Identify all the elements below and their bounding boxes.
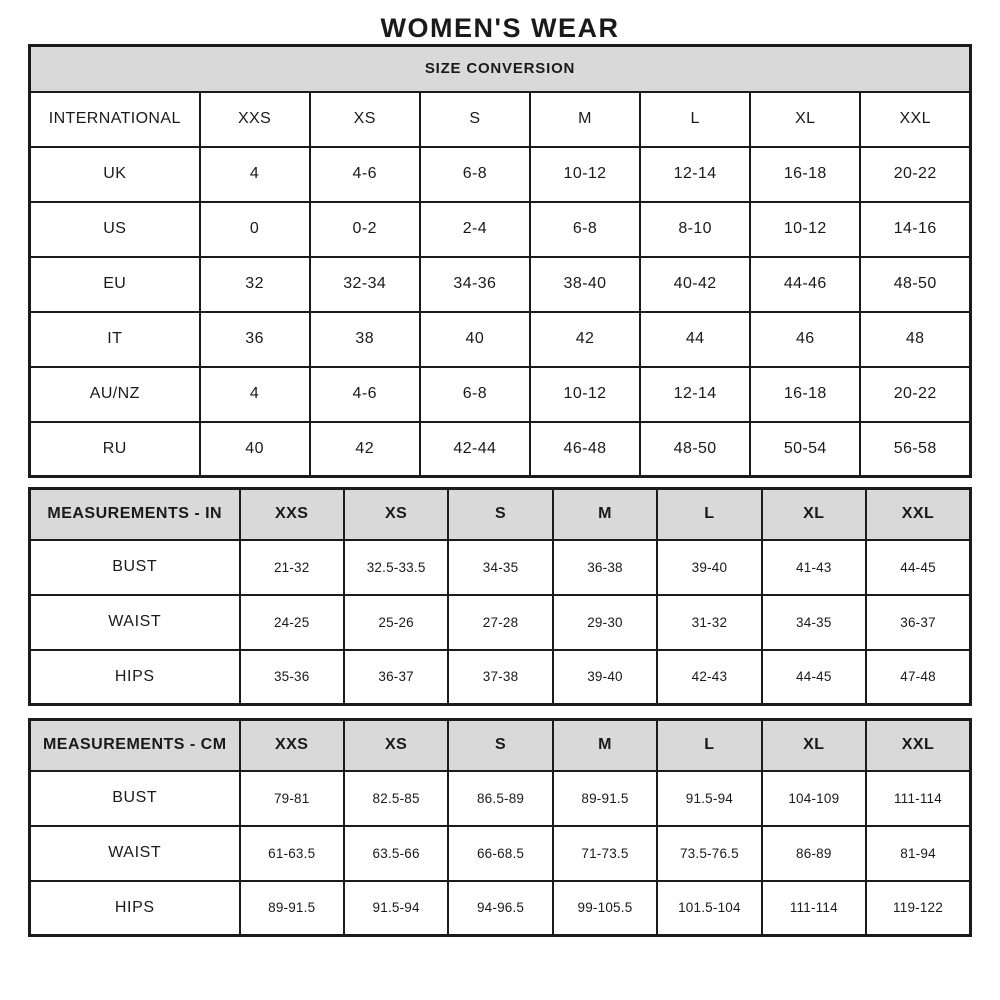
value-cell: 61-63.5	[240, 826, 344, 881]
value-cell: 41-43	[762, 540, 866, 595]
value-cell: 101.5-104	[657, 881, 761, 936]
value-cell: 37-38	[448, 650, 552, 705]
value-cell: 12-14	[640, 147, 750, 202]
size-header-cell: M	[530, 92, 640, 147]
size-header-cell: S	[448, 489, 552, 540]
value-cell: 31-32	[657, 595, 761, 650]
value-cell: 40-42	[640, 257, 750, 312]
value-cell: 6-8	[420, 147, 530, 202]
value-cell: 56-58	[860, 422, 970, 477]
value-cell: 4-6	[310, 147, 420, 202]
value-cell: 42	[530, 312, 640, 367]
value-cell: 10-12	[750, 202, 860, 257]
value-cell: 4-6	[310, 367, 420, 422]
value-cell: 81-94	[866, 826, 970, 881]
size-header-cell: M	[553, 489, 657, 540]
value-cell: 10-12	[530, 147, 640, 202]
value-cell: 89-91.5	[240, 881, 344, 936]
value-cell: 119-122	[866, 881, 970, 936]
value-cell: 42-43	[657, 650, 761, 705]
value-cell: 79-81	[240, 771, 344, 826]
value-cell: 82.5-85	[344, 771, 448, 826]
system-column-header-cell: INTERNATIONAL	[30, 92, 200, 147]
value-cell: 20-22	[860, 147, 970, 202]
row-label-cell: UK	[30, 147, 200, 202]
header-row	[30, 92, 971, 147]
value-cell: 44-45	[762, 650, 866, 705]
value-cell: 94-96.5	[448, 881, 552, 936]
value-cell: 35-36	[240, 650, 344, 705]
table-title-cell: MEASUREMENTS - CM	[30, 720, 240, 771]
value-cell: 16-18	[750, 367, 860, 422]
value-cell: 111-114	[866, 771, 970, 826]
value-cell: 20-22	[860, 367, 970, 422]
value-cell: 99-105.5	[553, 881, 657, 936]
row-label-cell: AU/NZ	[30, 367, 200, 422]
value-cell: 25-26	[344, 595, 448, 650]
value-cell: 48-50	[640, 422, 750, 477]
value-cell: 6-8	[420, 367, 530, 422]
value-cell: 48	[860, 312, 970, 367]
data-row	[30, 147, 971, 202]
data-row	[30, 202, 971, 257]
value-cell: 91.5-94	[344, 881, 448, 936]
row-label-cell: BUST	[30, 540, 240, 595]
size-header-cell: M	[553, 720, 657, 771]
value-cell: 71-73.5	[553, 826, 657, 881]
value-cell: 86.5-89	[448, 771, 552, 826]
value-cell: 73.5-76.5	[657, 826, 761, 881]
value-cell: 0-2	[310, 202, 420, 257]
value-cell: 40	[200, 422, 310, 477]
size-header-cell: XL	[762, 489, 866, 540]
value-cell: 34-35	[448, 540, 552, 595]
value-cell: 36	[200, 312, 310, 367]
measurements-cm-table	[28, 718, 972, 937]
size-header-cell: XXL	[866, 489, 970, 540]
value-cell: 36-37	[344, 650, 448, 705]
size-header-cell: XXS	[240, 720, 344, 771]
data-row	[30, 595, 971, 650]
value-cell: 44-46	[750, 257, 860, 312]
size-conversion-table	[28, 44, 972, 478]
value-cell: 36-38	[553, 540, 657, 595]
size-header-cell: XS	[344, 720, 448, 771]
value-cell: 63.5-66	[344, 826, 448, 881]
value-cell: 86-89	[762, 826, 866, 881]
data-row	[30, 881, 971, 936]
value-cell: 42-44	[420, 422, 530, 477]
size-header-cell: XXL	[860, 92, 970, 147]
size-header-cell: XXL	[866, 720, 970, 771]
page-title: WOMEN'S WEAR	[380, 13, 620, 43]
value-cell: 4	[200, 367, 310, 422]
data-row	[30, 540, 971, 595]
measurements-in-table	[28, 487, 972, 706]
value-cell: 14-16	[860, 202, 970, 257]
row-label-cell: EU	[30, 257, 200, 312]
value-cell: 111-114	[762, 881, 866, 936]
value-cell: 32	[200, 257, 310, 312]
value-cell: 39-40	[553, 650, 657, 705]
caption-row	[30, 46, 971, 92]
value-cell: 91.5-94	[657, 771, 761, 826]
header-row	[30, 489, 971, 540]
value-cell: 104-109	[762, 771, 866, 826]
row-label-cell: WAIST	[30, 595, 240, 650]
row-label-cell: HIPS	[30, 650, 240, 705]
row-label-cell: HIPS	[30, 881, 240, 936]
value-cell: 16-18	[750, 147, 860, 202]
row-label-cell: US	[30, 202, 200, 257]
row-label-cell: WAIST	[30, 826, 240, 881]
value-cell: 4	[200, 147, 310, 202]
value-cell: 44-45	[866, 540, 970, 595]
size-header-cell: L	[657, 720, 761, 771]
value-cell: 36-37	[866, 595, 970, 650]
data-row	[30, 826, 971, 881]
value-cell: 39-40	[657, 540, 761, 595]
table-caption-cell: SIZE CONVERSION	[30, 46, 971, 92]
size-header-cell: L	[640, 92, 750, 147]
value-cell: 0	[200, 202, 310, 257]
data-row	[30, 422, 971, 477]
size-header-cell: XS	[310, 92, 420, 147]
value-cell: 46	[750, 312, 860, 367]
size-header-cell: L	[657, 489, 761, 540]
size-header-cell: XXS	[200, 92, 310, 147]
value-cell: 32-34	[310, 257, 420, 312]
value-cell: 38-40	[530, 257, 640, 312]
value-cell: 29-30	[553, 595, 657, 650]
value-cell: 42	[310, 422, 420, 477]
value-cell: 47-48	[866, 650, 970, 705]
header-row	[30, 720, 971, 771]
data-row	[30, 650, 971, 705]
value-cell: 40	[420, 312, 530, 367]
value-cell: 66-68.5	[448, 826, 552, 881]
value-cell: 8-10	[640, 202, 750, 257]
value-cell: 24-25	[240, 595, 344, 650]
size-header-cell: XS	[344, 489, 448, 540]
value-cell: 2-4	[420, 202, 530, 257]
value-cell: 21-32	[240, 540, 344, 595]
value-cell: 6-8	[530, 202, 640, 257]
value-cell: 34-35	[762, 595, 866, 650]
row-label-cell: IT	[30, 312, 200, 367]
data-row	[30, 257, 971, 312]
value-cell: 34-36	[420, 257, 530, 312]
value-cell: 12-14	[640, 367, 750, 422]
value-cell: 48-50	[860, 257, 970, 312]
value-cell: 27-28	[448, 595, 552, 650]
data-row	[30, 771, 971, 826]
size-header-cell: XL	[750, 92, 860, 147]
table-title-cell: MEASUREMENTS - IN	[30, 489, 240, 540]
data-row	[30, 367, 971, 422]
size-header-cell: S	[448, 720, 552, 771]
value-cell: 44	[640, 312, 750, 367]
value-cell: 32.5-33.5	[344, 540, 448, 595]
size-header-cell: XXS	[240, 489, 344, 540]
value-cell: 10-12	[530, 367, 640, 422]
row-label-cell: BUST	[30, 771, 240, 826]
value-cell: 89-91.5	[553, 771, 657, 826]
value-cell: 46-48	[530, 422, 640, 477]
value-cell: 50-54	[750, 422, 860, 477]
size-header-cell: XL	[762, 720, 866, 771]
row-label-cell: RU	[30, 422, 200, 477]
data-row	[30, 312, 971, 367]
size-header-cell: S	[420, 92, 530, 147]
value-cell: 38	[310, 312, 420, 367]
